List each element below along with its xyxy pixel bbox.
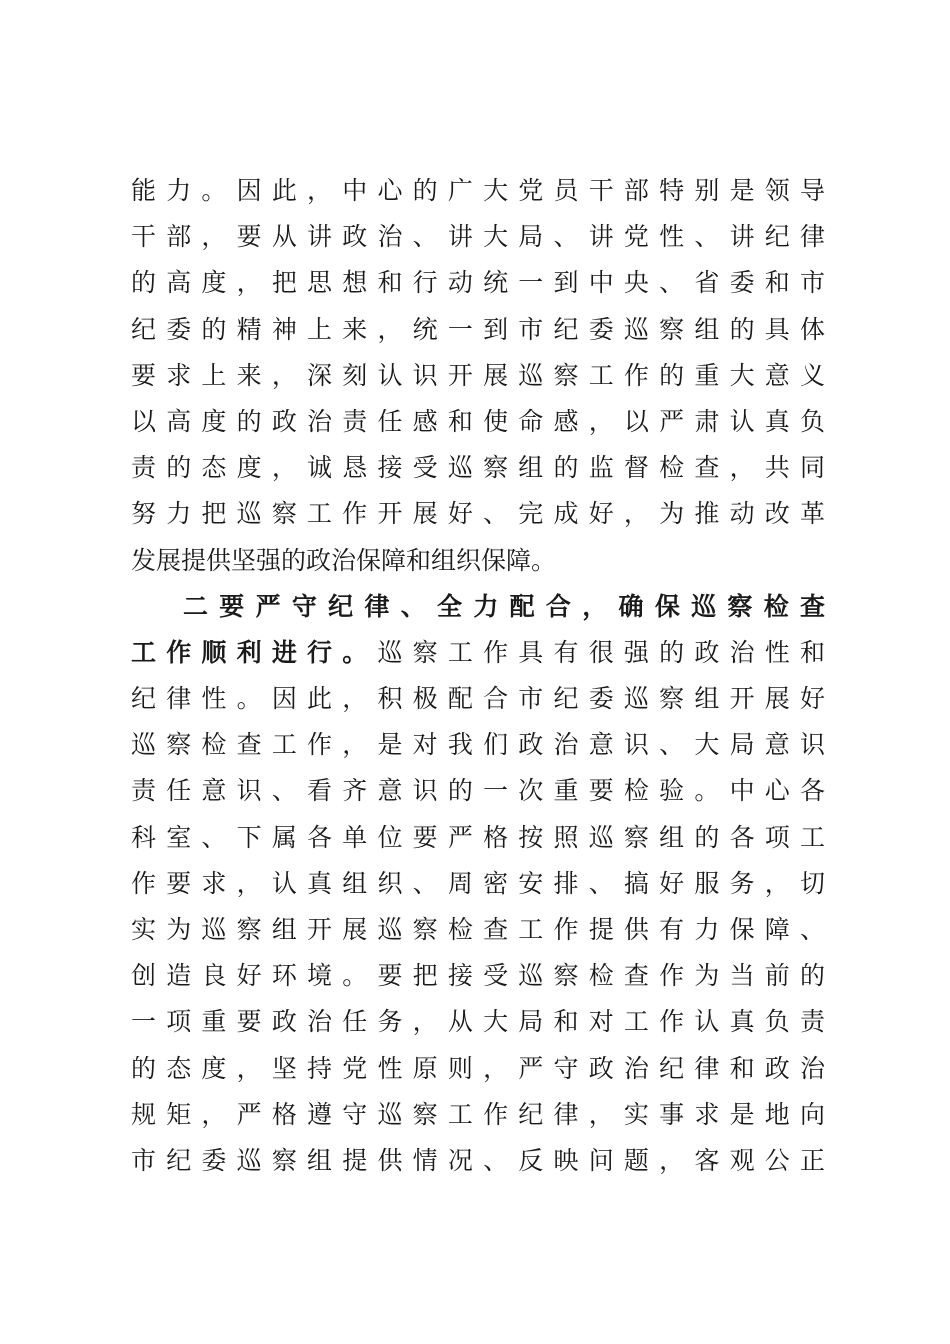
text-line: 能力。因此，中心的广大党员干部特别是领导	[131, 176, 825, 205]
text-line: 的态度，坚持党性原则，严守政治纪律和政治	[131, 1053, 825, 1083]
text-line: 一项重要政治任务，从大局和对工作认真负责	[131, 1007, 825, 1037]
text-line: 的高度，把思想和行动统一到中央、省委和市	[131, 268, 825, 298]
text-line: 纪委的精神上来，统一到市纪委巡察组的具体	[131, 314, 825, 344]
text-line: 作要求，认真组织、周密安排、搞好服务，切	[131, 868, 825, 898]
text-line: 发展提供坚强的政治保障和组织保障。	[131, 545, 557, 575]
text-line: 以高度的政治责任感和使命感，以严肃认真负	[131, 406, 825, 436]
section-heading-end: 工作顺利进行。	[131, 637, 378, 667]
paragraph-2	[131, 584, 825, 1184]
text-line: 努力把巡察工作开展好、完成好，为推动改革	[131, 499, 825, 529]
text-line: 规矩，严格遵守巡察工作纪律，实事求是地向	[131, 1099, 825, 1129]
text-line: 市纪委巡察组提供情况、反映问题，客观公正	[131, 1145, 825, 1175]
text-line: 巡察检查工作，是对我们政治意识、大局意识	[131, 730, 825, 760]
text-line: 创造良好环境。要把接受巡察检查作为当前的	[131, 961, 825, 991]
text-line: 实为巡察组开展巡察检查工作提供有力保障、	[131, 915, 825, 944]
text-line: 干部，要从讲政治、讲大局、讲党性、讲纪律	[131, 222, 825, 252]
text-line: 纪律性。因此，积极配合市纪委巡察组开展好	[131, 684, 825, 714]
text-line	[131, 630, 825, 676]
text-line: 科室、下属各单位要严格按照巡察组的各项工	[131, 822, 825, 852]
paragraph-1	[131, 168, 825, 584]
body-text	[131, 168, 825, 1184]
text-span: 巡察工作具有很强的政治性和	[377, 637, 825, 667]
text-line: 责的态度，诚恳接受巡察组的监督检查，共同	[131, 453, 825, 483]
text-line: 要求上来，深刻认识开展巡察工作的重大意义	[131, 360, 825, 390]
text-line: 责任意识、看齐意识的一次重要检验。中心各	[131, 776, 825, 806]
section-heading: 二要严守纪律、全力配合，确保巡察检查	[183, 591, 825, 621]
